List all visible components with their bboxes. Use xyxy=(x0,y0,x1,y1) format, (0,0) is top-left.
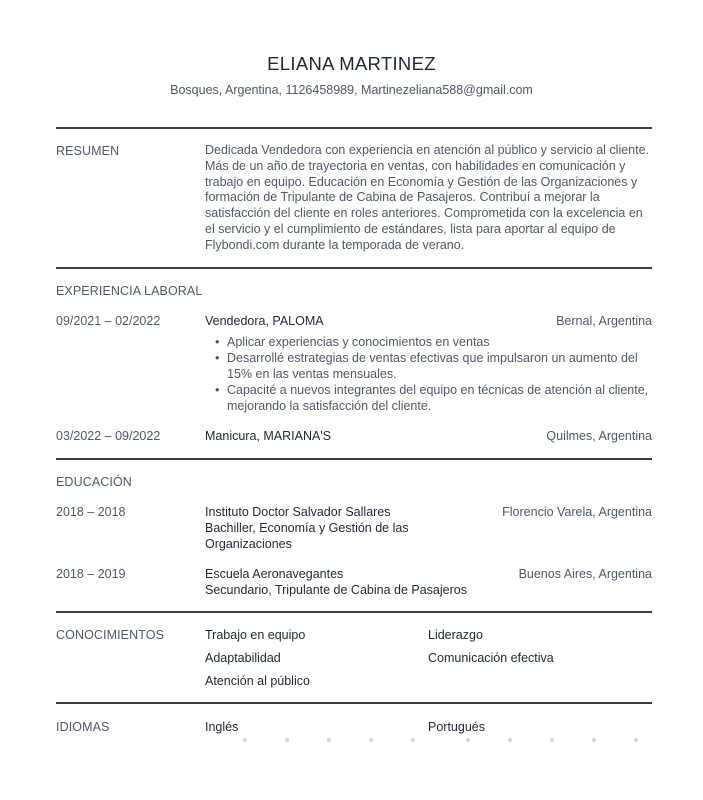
skill-item: Comunicación efectiva xyxy=(428,651,554,665)
education-dates: 2018 – 2018 xyxy=(56,505,126,519)
job-bullet: • Desarrollé estrategias de ventas efectivas que impulsaron un aumento del 15% en las ventas mensuales. xyxy=(205,350,653,382)
job-dates: 09/2021 – 02/2022 xyxy=(56,314,161,328)
job-title: Vendedora, PALOMA xyxy=(205,314,324,328)
skill-item: Liderazgo xyxy=(428,628,483,642)
level-dot xyxy=(634,738,638,742)
language-level-dots xyxy=(240,738,640,744)
skill-item: Adaptabilidad xyxy=(205,651,281,665)
section-divider xyxy=(56,267,652,269)
level-dot xyxy=(592,738,596,742)
level-dot xyxy=(285,738,289,742)
level-dot xyxy=(411,738,415,742)
job-title: Manicura, MARIANA'S xyxy=(205,429,332,443)
job-location: Bernal, Argentina xyxy=(556,314,652,328)
language-item: Inglés xyxy=(205,720,239,734)
skill-item: Trabajo en equipo xyxy=(205,628,306,642)
section-divider xyxy=(56,702,652,704)
education-location: Buenos Aires, Argentina xyxy=(518,567,652,581)
education-location: Florencio Varela, Argentina xyxy=(502,505,652,519)
school-name: Escuela Aeronavegantes xyxy=(205,567,344,581)
skill-item: Atención al público xyxy=(205,674,310,688)
contact-info: Bosques, Argentina, 1126458989, Martinezeliana588@gmail.com xyxy=(170,83,533,97)
level-dot xyxy=(327,738,331,742)
degree-name: Secundario, Tripulante de Cabina de Pasajeros xyxy=(205,583,467,597)
summary-heading: RESUMEN xyxy=(56,144,120,158)
education-entry xyxy=(205,504,455,552)
job-bullet: • Capacité a nuevos integrantes del equipo en técnicas de atención al cliente, mejorando la satisfacción del cliente. xyxy=(205,382,653,414)
section-divider xyxy=(56,611,652,613)
summary-text: Dedicada Vendedora con experiencia en atención al público y servicio al cliente. Más de un año de trayectoria en ventas, con habilidades en comunicación y trabajo en equipo. Educación en Economía y Gestión de las Organizaciones y formación de Tripulante de Cabina de Pasajeros. Contribuí a mejorar la satisfacción del cliente en roles anteriores. Comprometida con la excelencia en el servicio y el cumplimiento de estándares, lista para aportar al equipo de Flybondi.com durante la temporada de verano. xyxy=(205,143,650,252)
school-name: Instituto Doctor Salvador Sallares xyxy=(205,505,391,519)
job-location: Quilmes, Argentina xyxy=(546,429,652,443)
level-dot xyxy=(243,738,247,742)
candidate-name: ELIANA MARTINEZ xyxy=(267,53,436,74)
skills-heading: CONOCIMIENTOS xyxy=(56,628,165,642)
section-divider xyxy=(56,458,652,460)
education-heading: EDUCACIÓN xyxy=(56,475,132,489)
level-dot xyxy=(508,738,512,742)
language-item: Portugués xyxy=(428,720,485,734)
degree-name: Bachiller, Economía y Gestión de las Organizaciones xyxy=(205,521,409,551)
level-dot xyxy=(369,738,373,742)
job-bullets xyxy=(205,334,653,414)
languages-heading: IDIOMAS xyxy=(56,720,110,734)
section-divider xyxy=(56,127,652,129)
education-entry xyxy=(205,566,505,598)
experience-heading: EXPERIENCIA LABORAL xyxy=(56,284,203,298)
education-dates: 2018 – 2019 xyxy=(56,567,126,581)
level-dot xyxy=(466,738,470,742)
job-bullet: • Aplicar experiencias y conocimientos en ventas xyxy=(205,334,653,350)
job-dates: 03/2022 – 09/2022 xyxy=(56,429,161,443)
level-dot xyxy=(550,738,554,742)
